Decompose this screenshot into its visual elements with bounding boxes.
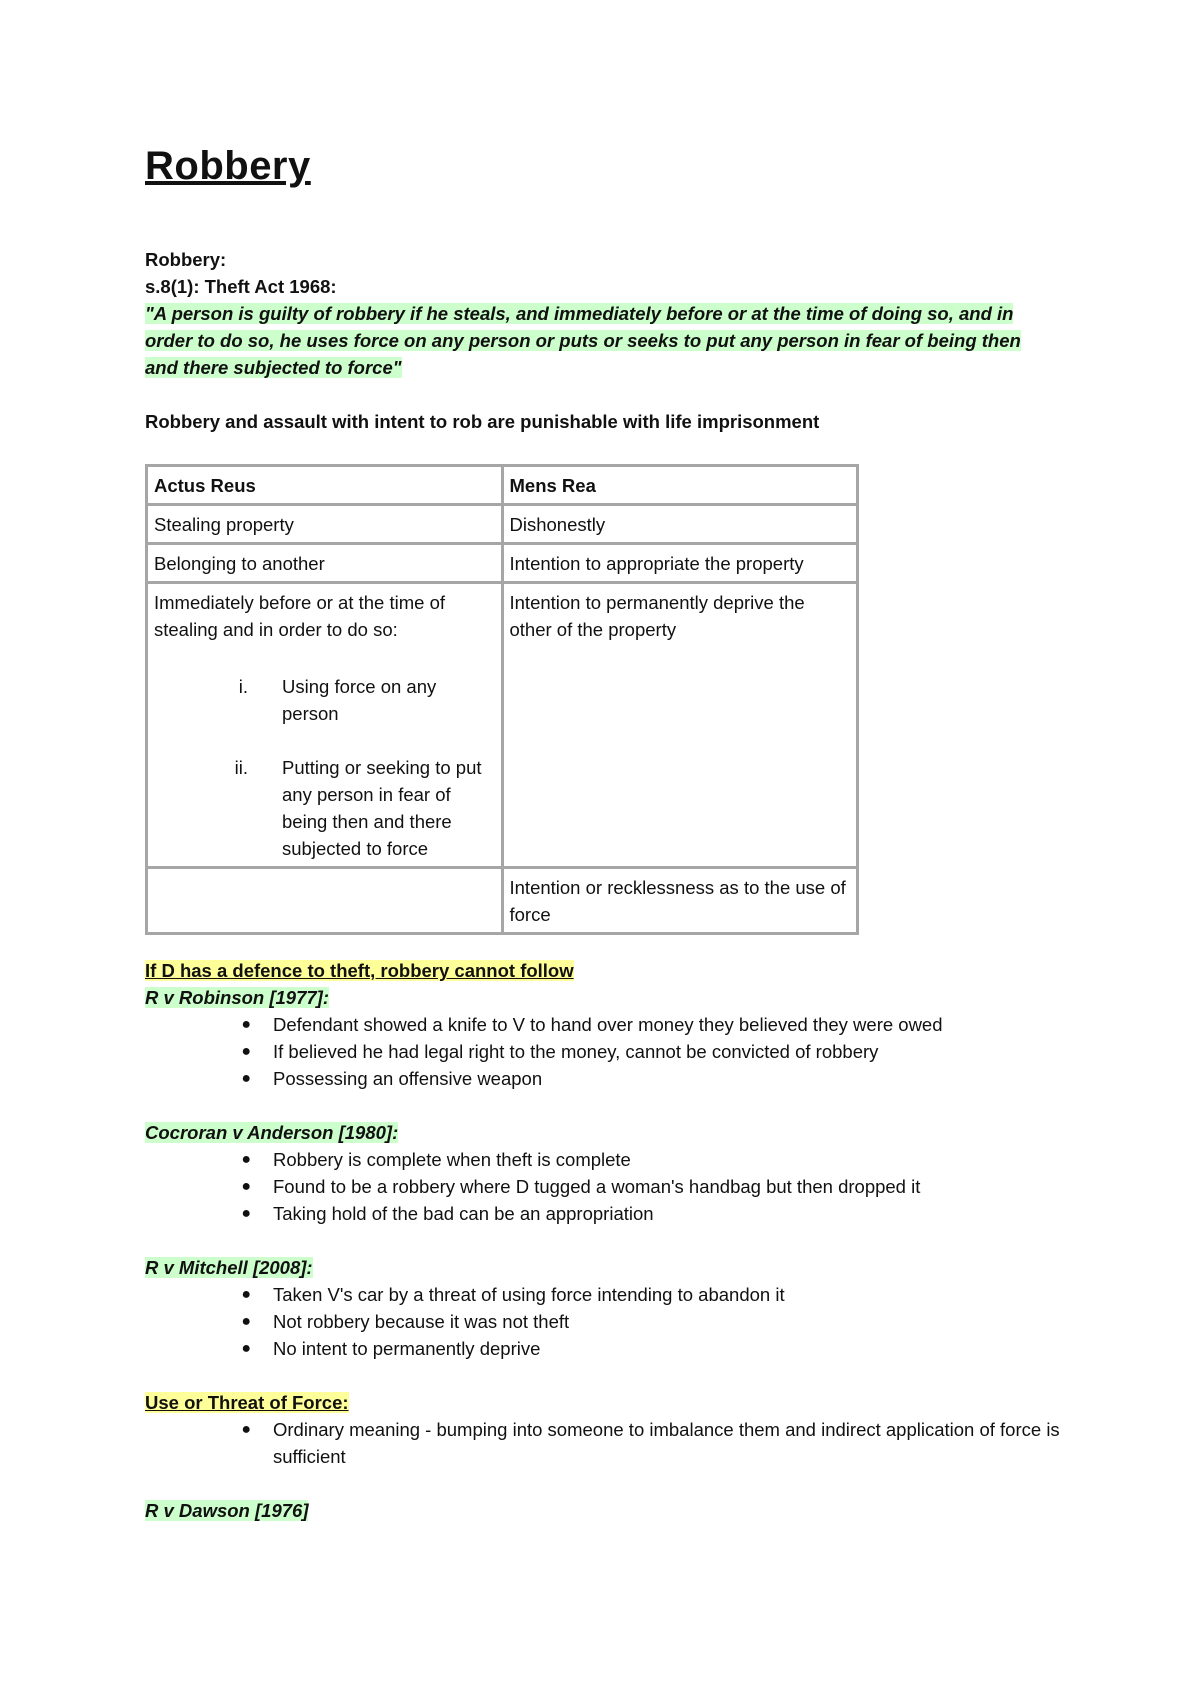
list-item (145, 1281, 1065, 1308)
bullet-text: Taken V's car by a threat of using force intending to abandon it (273, 1284, 785, 1305)
list-number: i. (238, 676, 248, 697)
statute-section: s.8(1): Theft Act 1968: (145, 276, 337, 297)
table-cell: Intention to appropriate the property (502, 544, 858, 583)
table-cell: Stealing property (147, 505, 503, 544)
bullet-list (145, 1416, 1065, 1470)
list-text: Using force on any person (282, 676, 437, 724)
bullet-text: Robbery is complete when theft is complete (273, 1149, 631, 1170)
roman-list (154, 673, 495, 862)
table-row (147, 583, 858, 868)
list-item (145, 1416, 1065, 1470)
bullet-icon: ● (241, 1205, 251, 1222)
table-cell: Intention or recklessness as to the use of force (502, 868, 858, 934)
bullet-icon: ● (241, 1043, 251, 1060)
table-cell (147, 583, 503, 868)
table-cell: Intention to permanently deprive the other of the property (502, 583, 858, 868)
bullet-icon: ● (241, 1178, 251, 1195)
list-item (145, 1173, 1065, 1200)
elements-table (145, 464, 859, 935)
case-name: R v Robinson [1977]: (145, 987, 329, 1008)
case-block (145, 1119, 1065, 1227)
bullet-text: Possessing an offensive weapon (273, 1068, 543, 1089)
list-item (145, 1011, 1065, 1038)
list-item (154, 673, 495, 727)
list-item (145, 1146, 1065, 1173)
case-name: R v Dawson [1976] (145, 1500, 309, 1521)
list-item (145, 1200, 1065, 1227)
list-item (145, 1308, 1065, 1335)
bullet-text: Taking hold of the bad can be an appropriation (273, 1203, 654, 1224)
list-item (154, 754, 495, 862)
header-actus-reus: Actus Reus (147, 466, 503, 505)
quote-line: "A person is guilty of robbery if he steals, and immediately before or at the time of doing so, and in (145, 303, 1014, 324)
table-row (147, 544, 858, 583)
bullet-text: If believed he had legal right to the money, cannot be convicted of robbery (273, 1041, 879, 1062)
cell-text: Immediately before or at the time of stealing and in order to do so: (154, 592, 445, 640)
list-item (145, 1065, 1065, 1092)
case-block (145, 984, 1065, 1092)
bullet-icon: ● (241, 1151, 251, 1168)
header-mens-rea: Mens Rea (502, 466, 858, 505)
table-row (147, 466, 858, 505)
bullet-text: Ordinary meaning - bumping into someone to imbalance them and indirect application of force is sufficient (273, 1419, 1060, 1467)
table-cell: Belonging to another (147, 544, 503, 583)
bullet-icon: ● (241, 1313, 251, 1330)
statute-quote (145, 300, 1065, 381)
bullet-text: Defendant showed a knife to V to hand over money they believed they were owed (273, 1014, 943, 1035)
list-text: Putting or seeking to put any person in fear of being then and there subjected to force (282, 757, 482, 859)
page-title: Robbery (145, 144, 311, 188)
list-item (145, 1335, 1065, 1362)
case-name: Cocroran v Anderson [1980]: (145, 1122, 399, 1143)
bullet-icon: ● (241, 1286, 251, 1303)
bullet-text: No intent to permanently deprive (273, 1338, 541, 1359)
bullet-list (145, 1281, 1065, 1362)
bullet-text: Not robbery because it was not theft (273, 1311, 570, 1332)
bullet-list (145, 1146, 1065, 1227)
quote-line: order to do so, he uses force on any person or puts or seeks to put any person in fear of being then (145, 330, 1021, 351)
bullet-icon: ● (241, 1421, 251, 1438)
intro-label: Robbery: (145, 249, 227, 270)
list-number: ii. (234, 757, 248, 778)
table-cell: Dishonestly (502, 505, 858, 544)
force-heading: Use or Threat of Force: (145, 1392, 349, 1413)
punishment-statement: Robbery and assault with intent to rob are punishable with life imprisonment (145, 411, 820, 432)
defence-heading: If D has a defence to theft, robbery cannot follow (145, 960, 574, 981)
table-cell-empty (147, 868, 503, 934)
bullet-icon: ● (241, 1016, 251, 1033)
bullet-list (145, 1011, 1065, 1092)
case-name: R v Mitchell [2008]: (145, 1257, 313, 1278)
table-row (147, 505, 858, 544)
list-item (145, 1038, 1065, 1065)
table-row (147, 868, 858, 934)
bullet-text: Found to be a robbery where D tugged a woman's handbag but then dropped it (273, 1176, 921, 1197)
bullet-icon: ● (241, 1070, 251, 1087)
quote-line: and there subjected to force" (145, 357, 402, 378)
bullet-icon: ● (241, 1340, 251, 1357)
case-block (145, 1254, 1065, 1362)
document-content (145, 140, 1065, 1524)
